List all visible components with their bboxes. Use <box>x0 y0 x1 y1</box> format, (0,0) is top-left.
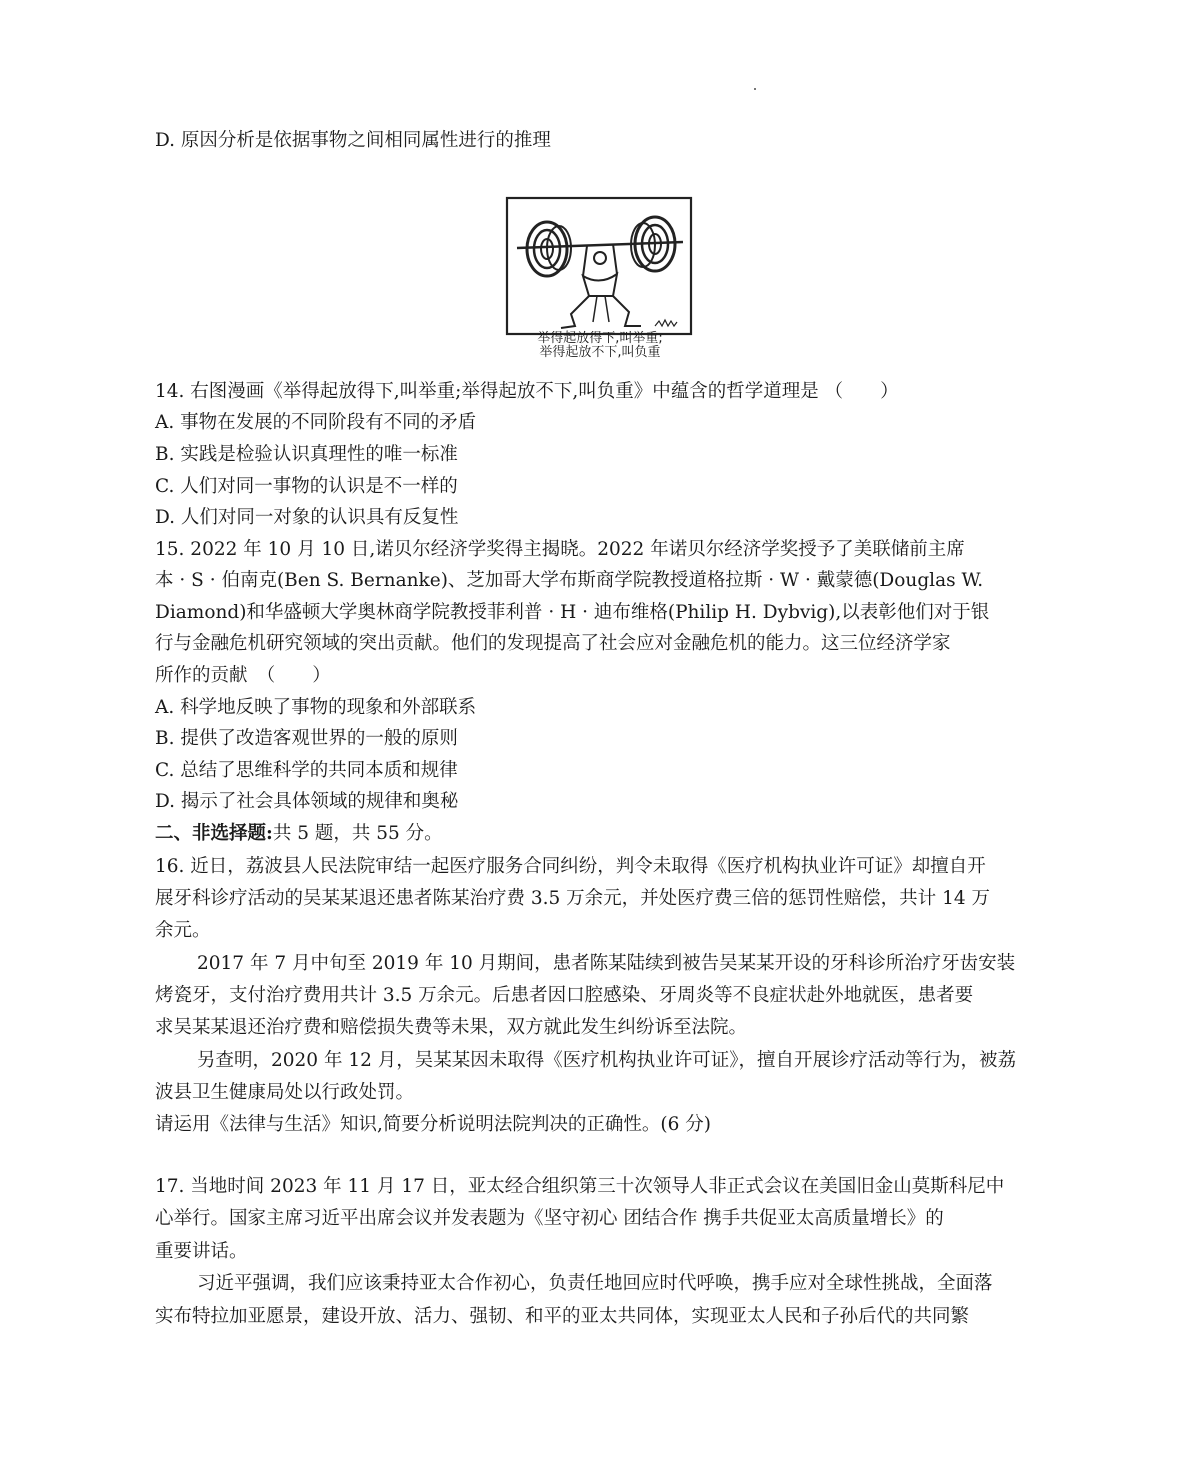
caption-line-2: 举得起放不下,叫负重 <box>539 345 661 360</box>
q16-para3-line-2: 波县卫生健康局处以行政处罚。 <box>155 1082 415 1103</box>
weightlifter-cartoon <box>505 196 695 336</box>
q16-line-3: 余元。 <box>155 920 211 941</box>
q16-question: 请运用《法律与生活》知识,简要分析说明法院判决的正确性。(6 分) <box>155 1114 711 1135</box>
q17-para2-line-2: 实布特拉加亚愿景，建设开放、活力、强韧、和平的亚太共同体，实现亚太人民和子孙后代的共同繁 <box>155 1306 970 1327</box>
q14-stem: 14. 右图漫画《举得起放得下,叫举重;举得起放不下,叫负重》中蕴含的哲学道理是 （ ） <box>155 381 899 402</box>
q15-option-b: B. 提供了改造客观世界的一般的原则 <box>155 728 458 749</box>
q17-para2-line-1: 习近平强调，我们应该秉持亚太合作初心，负责任地回应时代呼唤，携手应对全球性挑战，全面落 <box>197 1273 993 1294</box>
q15-option-c: C. 总结了思维科学的共同本质和规律 <box>155 760 458 781</box>
q16-line-1: 16. 近日，荔波县人民法院审结一起医疗服务合同纠纷，判令未取得《医疗机构执业许可证》却擅自开 <box>155 856 986 877</box>
q13-option-d: D. 原因分析是依据事物之间相同属性进行的推理 <box>155 130 551 151</box>
q16-para2-line-3: 求吴某某退还治疗费和赔偿损失费等未果，双方就此发生纠纷诉至法院。 <box>155 1017 748 1038</box>
cartoon-caption <box>505 332 695 360</box>
q15-option-d: D. 揭示了社会具体领域的规律和奥秘 <box>155 791 459 812</box>
q15-stem-line-5: 所作的贡献 （ ） <box>155 665 331 686</box>
q15-option-a: A. 科学地反映了事物的现象和外部联系 <box>155 697 477 718</box>
q15-stem-line-1: 15. 2022 年 10 月 10 日,诺贝尔经济学奖得主揭晓。2022 年诺贝尔经济学奖授予了美联储前主席 <box>155 539 965 560</box>
q14-option-c: C. 人们对同一事物的认识是不一样的 <box>155 476 458 497</box>
q17-line-3: 重要讲话。 <box>155 1241 248 1262</box>
q16-para2-line-1: 2017 年 7 月中旬至 2019 年 10 月期间，患者陈某陆续到被告吴某某开设的牙科诊所治疗牙齿安装 <box>197 953 1016 974</box>
q16-line-2: 展牙科诊疗活动的吴某某退还患者陈某治疗费 3.5 万余元，并处医疗费三倍的惩罚性赔偿，共计 14 万 <box>155 888 990 909</box>
section-subtitle: 共 5 题，共 55 分。 <box>272 823 443 844</box>
q14-option-b: B. 实践是检验认识真理性的唯一标准 <box>155 444 458 465</box>
caption-line-1: 举得起放得下,叫举重; <box>537 331 663 346</box>
q16-para3-line-1: 另查明，2020 年 12 月，吴某某因未取得《医疗机构执业许可证》，擅自开展诊疗活动等行为，被荔 <box>197 1050 1017 1071</box>
q14-option-a: A. 事物在发展的不同阶段有不同的矛盾 <box>155 412 477 433</box>
q14-option-d: D. 人们对同一对象的认识具有反复性 <box>155 507 459 528</box>
q15-stem-line-2: 本 · S · 伯南克(Ben S. Bernanke)、芝加哥大学布斯商学院教授道格拉斯 · W · 戴蒙德(Douglas W. <box>155 570 984 591</box>
q17-line-2: 心举行。国家主席习近平出席会议并发表题为《坚守初心 团结合作 携手共促亚太高质量增长》的 <box>155 1208 944 1229</box>
section-title: 二、非选择题: <box>155 823 273 844</box>
q17-line-1: 17. 当地时间 2023 年 11 月 17 日，亚太经合组织第三十次领导人非正式会议在美国旧金山莫斯科尼中 <box>155 1176 1005 1197</box>
q15-stem-line-4: 行与金融危机研究领域的突出贡献。他们的发现提高了社会应对金融危机的能力。这三位经济学家 <box>155 633 951 654</box>
speck <box>754 88 756 90</box>
section-heading <box>155 822 443 846</box>
q15-stem-line-3: Diamond)和华盛顿大学奥林商学院教授菲利普 · H · 迪布维格(Philip H. Dybvig),以表彰他们对于银 <box>155 602 990 623</box>
q16-para2-line-2: 烤瓷牙，支付治疗费用共计 3.5 万余元。后患者因口腔感染、牙周炎等不良症状赴外地就医，患者要 <box>155 985 974 1006</box>
